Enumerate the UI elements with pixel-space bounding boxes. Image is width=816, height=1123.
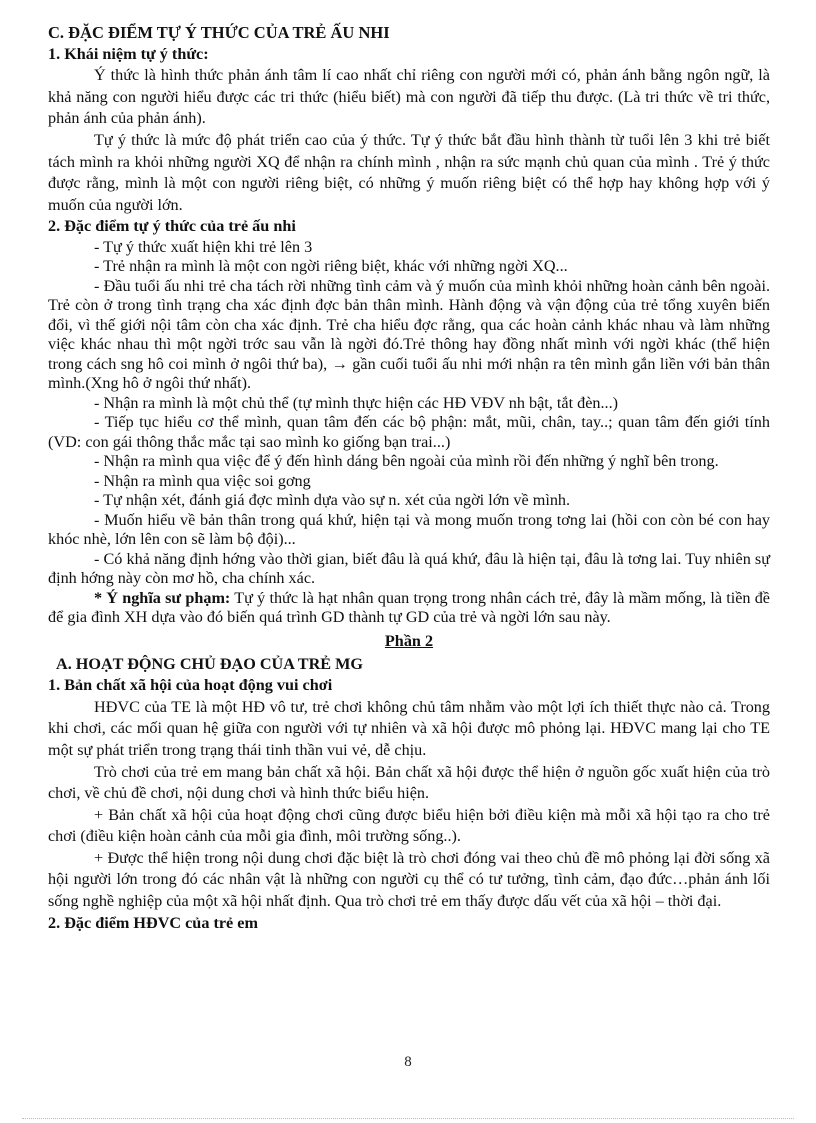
section-a-title: A. HOẠT ĐỘNG CHỦ ĐẠO CỦA TRẺ MG: [56, 654, 363, 673]
footer-divider: [22, 1118, 794, 1119]
paragraph-tro-choi: Trò chơi của trẻ em mang bản chất xã hội. Bản chất xã hội được thể hiện ở nguồn gốc xuất hiện của trò chơi, về chủ đề chơi, nội dung chơi và hình thức biểu hiện.: [48, 762, 770, 803]
paragraph-dieu-kien: + Bản chất xã hội của hoạt động chơi cũng được biểu hiện bởi điều kiện mà mỗi xã hội tạo ra cho trẻ chơi (điều kiện hoàn cảnh của mỗi gia đình, môi trường sống..).: [48, 805, 770, 846]
y-nghia-text: Tự ý thức là hạt nhân quan trọng trong nhân cách trẻ, đây là mầm mống, là tiền đề để gia đình XH dựa vào đó biến quá trình GD thành tự GD của trẻ và ngời lớn sau này.: [48, 588, 770, 627]
paragraph-tu-y-thuc: Tự ý thức là mức độ phát triển cao của ý thức. Tự ý thức bắt đầu hình thành từ tuổi lên 3 khi trẻ biết tách mình ra khỏi những người XQ để nhận ra chính mình , nhận ra sức mạnh chủ quan của mình . Trẻ ý thức được rằng, mình là một con người riêng biệt, có những ý muốn riêng biệt có thể hợp hay không hợp với ý muốn của người lớn.: [48, 130, 770, 214]
y-nghia-su-pham: [48, 589, 770, 628]
list-item: - Trẻ nhận ra mình là một con ngời riêng biệt, khác với những ngời XQ...: [94, 257, 568, 276]
heading-ban-chat-xa-hoi: 1. Bản chất xã hội của hoạt động vui chơi: [48, 676, 333, 695]
list-item: - Tự ý thức xuất hiện khi trẻ lên 3: [94, 237, 313, 256]
document-page: [48, 22, 770, 934]
list-item: - Có khả năng định hớng vào thời gian, biết đâu là quá khứ, đâu là hiện tại, đâu là tơng lai. Tuy nhiên sự định hớng này còn mơ hồ, cha chính xác.: [48, 549, 770, 588]
list-item: - Nhận ra mình qua việc để ý đến hình dáng bên ngoài của mình rồi đến những ý nghĩ bên trong.: [94, 452, 719, 471]
section-c-title: C. ĐẶC ĐIỂM TỰ Ý THỨC CỦA TRẺ ẤU NHI: [48, 23, 390, 42]
list-item: - Tự nhận xét, đánh giá đợc mình dựa vào sự n. xét của ngời lớn về mình.: [94, 491, 571, 510]
list-item: - Tiếp tục hiểu cơ thể mình, quan tâm đến các bộ phận: mắt, mũi, chân, tay..; quan tâm đến giới tính (VD: con gái thông thắc mắc tại sao mình ko giống bạn trai...): [48, 413, 770, 451]
list-item: - Nhận ra mình là một chủ thể (tự mình thực hiện các HĐ VĐV nh bật, tắt đèn...): [94, 393, 619, 412]
list-item: - Nhận ra mình qua việc soi gơng: [94, 471, 311, 490]
list-item: - Muốn hiểu về bản thân trong quá khứ, hiện tại và mong muốn trong tơng lai (hồi con còn bé con hay khóc nhè, lớn lên con sẽ làm bộ đội)...: [48, 510, 770, 549]
page-number: 8: [404, 1054, 412, 1070]
y-nghia-label: * Ý nghĩa sư phạm:: [94, 588, 231, 607]
heading-dac-diem-hdvc: 2. Đặc điểm HĐVC của trẻ em: [48, 913, 258, 932]
paragraph-noi-dung-choi: + Được thể hiện trong nội dung chơi đặc biệt là trò chơi đóng vai theo chủ đề mô phỏng lại đời sống xã hội người lớn trong đó các nhân vật là những con người cụ thể có tư tưởng, tình cảm, đạo đức…phản ánh lối sống nghề nghiệp của một xã hội nhất định. Qua trò chơi trẻ em thấy được dấu vết của xã hội – thời đại.: [48, 848, 770, 911]
bullet-list-dac-diem: [48, 238, 770, 628]
paragraph-y-thuc: Ý thức là hình thức phản ánh tâm lí cao nhất chỉ riêng con người mới có, phản ánh bằng ngôn ngữ, là khả năng con người hiểu được các tri thức (hiểu biết) mà con người đã tiếp thu được. (Là tri thức về tri thức, phản ánh của phản ánh).: [48, 66, 770, 128]
heading-khai-niem: 1. Khái niệm tự ý thức:: [48, 44, 209, 63]
part-title: Phần 2: [384, 631, 434, 650]
heading-dac-diem-tu-y-thuc: 2. Đặc điểm tự ý thức của trẻ ấu nhi: [48, 217, 296, 236]
paragraph-hdvc: HĐVC của TE là một HĐ vô tư, trẻ chơi không chủ tâm nhằm vào một lợi ích thiết thực nào cả. Trong khi chơi, các mối quan hệ giữa con người với tự nhiên và xã hội được mô phỏng lại. HĐVC mang lại cho TE một sự phát triển trong trạng thái tinh thần vui vẻ, dễ chịu.: [48, 697, 770, 759]
list-item: - Đầu tuổi ấu nhi trẻ cha tách rời những tình cảm và ý muốn của mình khỏi những hoàn cảnh bên ngoài. Trẻ còn ở trong tình trạng cha xác định đợc bản thân mình. Hành động và vận động của trẻ tổng xuyên biến đổi, vì thế giới nội tâm còn cha xác định. Trẻ cha hiểu đợc rằng, qua các hoàn cảnh khác nhau và làm những việc khác nhau thì một ngời trớc sau vẫn là ngời đó.Trẻ thông hay đồng nhất mình với ngời khác (thể hiện trong cách sng hô coi mình ở ngôi thứ ba), → gần cuối tuổi ấu nhi mới nhận ra tên mình gắn liền với bản thân mình.(Xng hô ở ngôi thứ nhất).: [48, 276, 770, 393]
